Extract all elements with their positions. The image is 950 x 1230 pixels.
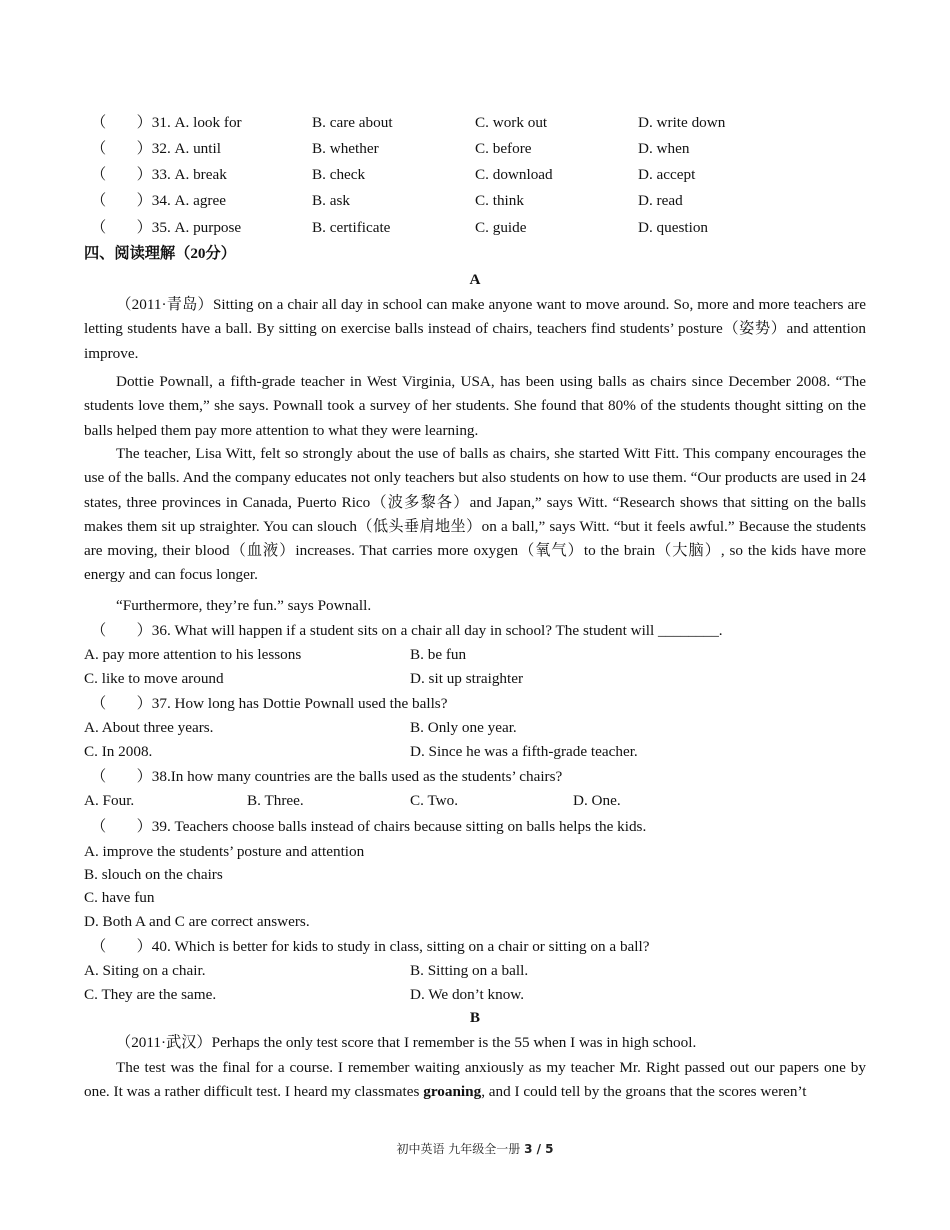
answer-c: C. In 2008. xyxy=(84,743,153,760)
option-c: C. work out xyxy=(475,114,548,131)
option-row-31 xyxy=(91,112,891,134)
bold-keyword: groaning xyxy=(423,1083,482,1101)
option-c: C. before xyxy=(475,140,532,157)
answer-a: A. Four. xyxy=(84,792,135,809)
option-row-32 xyxy=(91,138,891,160)
paragraph-text: Dottie Pownall, a fifth-grade teacher in West Virginia, USA, has been using balls as chairs since December 2008. “The students love them,” she says. Pownall took a survey of her students. She found that 80% of the students thought sitting on the balls helped them pay more attention to what they were learning. xyxy=(84,373,866,439)
answer-a: A. improve the students’ posture and attention xyxy=(84,843,365,860)
passage-a-label: A xyxy=(469,271,481,288)
option-d: D. accept xyxy=(638,166,696,183)
answer-d: D. We don’t know. xyxy=(410,986,525,1003)
paragraph-text: The teacher, Lisa Witt, felt so strongly about the use of balls as chairs, she started Witt Fitt. This company encourages the use of the balls. And the company educates not only teachers but also students on how to use them. “Our products are used in 24 states, three provinces in Canada, Puerto Rico（波多黎各）and Japan,” says Witt. “Research shows that sitting on the balls makes them sit up straighter. You can slouch（低头垂肩地坐）on a ball,” says Witt. “but it feels awful.” Because the students are moving, their blood（血液）increases. That carries more oxygen（氧气）to the brain（大脑）, so the kids have more energy and can focus longer. xyxy=(84,445,866,584)
option-d: D. question xyxy=(638,219,709,236)
option-b: B. check xyxy=(312,166,366,183)
answer-b: B. slouch on the chairs xyxy=(84,866,223,883)
answer-c: C. have fun xyxy=(84,889,155,906)
answer-b: B. Only one year. xyxy=(410,719,517,736)
option-a: （ ）34. A. agree xyxy=(91,192,226,209)
option-a: （ ）32. A. until xyxy=(91,140,221,157)
passage-a-paragraph-1 xyxy=(84,293,866,366)
paragraph-text: （2011·青岛）Sitting on a chair all day in school can make anyone want to move around. So, more and more teachers are letting students have a ball. By sitting on exercise balls instead of chairs, teachers find students’ posture（姿势）and attention improve. xyxy=(84,296,866,362)
paragraph-text: , and I could tell by the groans that the scores weren’t xyxy=(481,1083,807,1101)
question-36: （ ）36. What will happen if a student sits on a chair all day in school? The student will ________. xyxy=(91,622,723,639)
answer-b: B. be fun xyxy=(410,646,467,663)
page-number: 3 / 5 xyxy=(524,1142,554,1156)
option-c: C. download xyxy=(475,166,553,183)
paragraph-text: The test was the final for a course. I remember waiting anxiously as my teacher Mr. Right passed out our papers one by one. It was a rather difficult test. I heard my classmates xyxy=(84,1059,866,1101)
answer-b: B. Sitting on a ball. xyxy=(410,962,529,979)
answer-c: C. Two. xyxy=(410,792,459,809)
option-a: （ ）33. A. break xyxy=(91,166,227,183)
answer-a: A. pay more attention to his lessons xyxy=(84,646,302,663)
option-b: B. care about xyxy=(312,114,393,131)
answer-b: B. Three. xyxy=(247,792,304,809)
passage-b-paragraph-1 xyxy=(84,1031,866,1055)
option-d: D. read xyxy=(638,192,683,209)
answer-a: A. About three years. xyxy=(84,719,214,736)
answer-d: D. sit up straighter xyxy=(410,670,524,687)
option-b: B. certificate xyxy=(312,219,391,236)
answer-a: A. Siting on a chair. xyxy=(84,962,206,979)
paragraph-text: （2011·武汉）Perhaps the only test score that I remember is the 55 when I was in high school. xyxy=(116,1034,697,1051)
page-footer xyxy=(0,1140,950,1157)
answer-c: C. They are the same. xyxy=(84,986,217,1003)
passage-a-paragraph-2 xyxy=(84,370,866,443)
option-d: D. write down xyxy=(638,114,726,131)
section-title: 四、阅读理解（20分） xyxy=(84,245,236,262)
question-38: （ ）38.In how many countries are the balls used as the students’ chairs? xyxy=(91,768,563,785)
option-b: B. whether xyxy=(312,140,379,157)
passage-a-paragraph-4 xyxy=(84,594,866,618)
passage-b-label: B xyxy=(469,1009,481,1026)
answer-d: D. One. xyxy=(573,792,621,809)
option-c: C. guide xyxy=(475,219,527,236)
question-37: （ ）37. How long has Dottie Pownall used the balls? xyxy=(91,695,448,712)
option-a: （ ）31. A. look for xyxy=(91,114,242,131)
question-39: （ ）39. Teachers choose balls instead of chairs because sitting on balls helps the kids. xyxy=(91,818,647,835)
passage-a-paragraph-3 xyxy=(84,442,866,588)
option-d: D. when xyxy=(638,140,690,157)
paragraph-text: “Furthermore, they’re fun.” says Pownall. xyxy=(116,597,372,614)
answer-d: D. Since he was a fifth-grade teacher. xyxy=(410,743,638,760)
option-b: B. ask xyxy=(312,192,350,209)
question-40: （ ）40. Which is better for kids to study in class, sitting on a chair or sitting on a ball? xyxy=(91,938,650,955)
answer-c: C. like to move around xyxy=(84,670,224,687)
option-c: C. think xyxy=(475,192,524,209)
answer-d: D. Both A and C are correct answers. xyxy=(84,913,310,930)
option-row-34 xyxy=(91,190,891,212)
option-row-35 xyxy=(91,217,891,239)
footer-text: 初中英语 九年级全一册 xyxy=(396,1142,525,1156)
passage-b-paragraph-2 xyxy=(84,1056,866,1105)
option-a: （ ）35. A. purpose xyxy=(91,219,242,236)
option-row-33 xyxy=(91,164,891,186)
